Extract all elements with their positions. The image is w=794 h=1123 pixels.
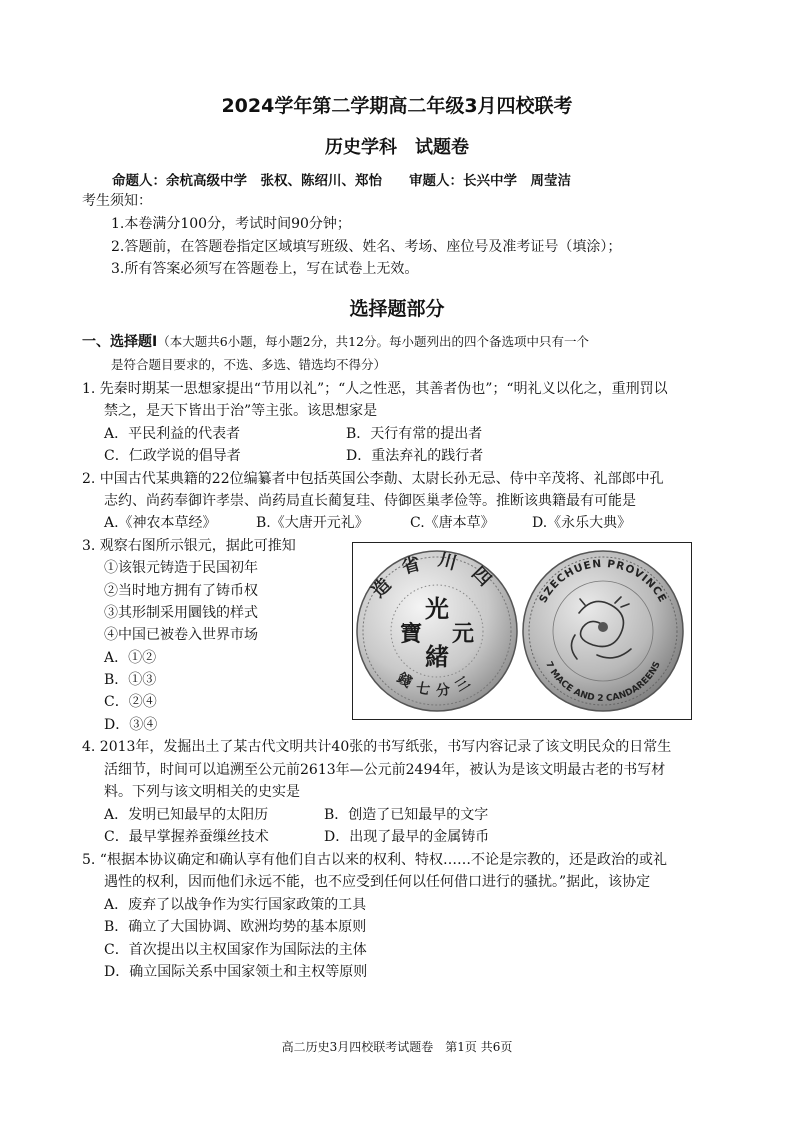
coin-char-xu: 緒 (425, 642, 449, 671)
notice-item: 1.本卷满分100分，考试时间90分钟； (111, 216, 351, 232)
coin-back-bottom-text: 7 MACE AND 2 CANDAREENS (543, 660, 663, 705)
q4-option-d: D．出现了最早的金属铸币 (324, 829, 490, 845)
q3-stem: 3. 观察右图所示银元，据此可推知 (82, 538, 296, 554)
q3-option-d: D．③④ (104, 717, 158, 733)
coin-rim-char: 造 (367, 562, 407, 602)
q5-stem: 5. “根据本协议确定和确认享有他们自古以来的权利、特权……不论是宗教的，还是政治的或礼 (82, 852, 667, 868)
notice-item: 2.答题前，在答题卷指定区域填写班级、姓名、考场、座位号及准考证号（填涂）； (111, 239, 622, 255)
coin-char-yuan: 元 (451, 621, 475, 647)
q1-stem: 禁之，是天下皆出于治”等主张。该思想家是 (104, 403, 378, 419)
coin-char-guang: 光 (425, 594, 449, 623)
notice-item: 3.所有答案必须写在答题卷上，写在试卷上无效。 (111, 261, 419, 277)
q1-option-d: D．重法弃礼的践行者 (346, 448, 484, 464)
q2-stem: 2. 中国古代某典籍的22位编纂者中包括英国公李勣、太尉长孙无忌、侍中辛茂将、礼部郎中孔 (82, 471, 664, 487)
q3-option-a: A．①② (104, 650, 157, 666)
q5-option-b: B．确立了大国协调、欧洲均势的基本原则 (104, 919, 367, 935)
authors-line: 命题人：余杭高级中学 张权、陈绍川、郑怡 审题人：长兴中学 周莹洁 (112, 173, 571, 189)
page-title: 2024学年第二学期高二年级3月四校联考 (221, 95, 573, 117)
page-footer: 高二历史3月四校联考试题卷 第1页 共6页 (281, 1040, 513, 1054)
q3-option-c: C．②④ (104, 694, 157, 710)
coin-back-top-text: SZECHUEN PROVINCE (537, 557, 669, 606)
q3-statement: ②当时地方拥有了铸币权 (104, 583, 258, 599)
q1-option-c: C．仁政学说的倡导者 (104, 448, 241, 464)
coin-bottom-text: 錢七分三 (394, 670, 480, 700)
q1-stem: 1. 先秦时期某一思想家提出“节用以礼”；“人之性恶，其善者伪也”；“明礼义以化之，重刑罚以 (82, 381, 668, 397)
q2-option-c: C.《唐本草》 (410, 515, 495, 531)
section-title: 选择题部分 (349, 298, 445, 320)
q4-option-c: C．最早掌握养蚕缫丝技术 (104, 829, 269, 845)
q3-option-b: B．①③ (104, 672, 157, 688)
coin-illustration (353, 543, 691, 719)
q3-statement: ①该银元铸造于民国初年 (104, 560, 258, 576)
q3-statement: ③其形制采用圜钱的样式 (104, 605, 258, 621)
part1-heading: 一、选择题Ⅰ (82, 334, 158, 350)
q4-option-a: A．发明已知最早的太阳历 (104, 807, 269, 823)
q1-option-a: A．平民利益的代表者 (104, 426, 241, 442)
notice-heading: 考生须知： (82, 193, 152, 209)
coin-back (523, 551, 683, 711)
q4-stem: 料。下列与该文明相关的史实是 (104, 784, 300, 800)
q2-option-a: A.《神农本草经》 (104, 515, 217, 531)
coin-rim-char: 省 (399, 549, 438, 579)
q4-stem: 4. 2013年，发掘出土了某古代文明共计40张的书写纸张，书写内容记录了该文明民众的日常生 (82, 739, 672, 755)
page-subtitle: 历史学科 试题卷 (325, 137, 469, 158)
q4-stem: 活细节，时间可以追溯至公元前2613年—公元前2494年，被认为是该文明最古老的书写材 (104, 762, 666, 778)
q2-stem: 志约、尚药奉御许孝崇、尚药局直长蔺复珪、侍御医巢孝俭等。推断该典籍最有可能是 (104, 493, 636, 509)
q3-statement: ④中国已被卷入世界市场 (104, 627, 258, 643)
q2-option-b: B.《大唐开元礼》 (256, 515, 369, 531)
part1-desc: （本大题共6小题，每小题2分，共12分。每小题列出的四个备选项中只有一个 (157, 334, 590, 349)
q5-option-c: C．首次提出以主权国家作为国际法的主体 (104, 942, 367, 958)
coin-front (357, 548, 517, 711)
part1-desc: 是符合题目要求的，不选、多选、错选均不得分） (111, 357, 387, 372)
q5-option-a: A．废弃了以战争作为实行国家政策的工具 (104, 897, 367, 913)
silver-coin-figure (352, 542, 692, 720)
coin-rim-char: 川 (436, 549, 475, 579)
coin-char-bao: 寶 (399, 621, 423, 647)
q1-option-b: B．天行有常的提出者 (346, 426, 483, 442)
coin-rim-char: 四 (467, 562, 507, 602)
q4-option-b: B．创造了已知最早的文字 (324, 807, 489, 823)
q5-stem: 遇性的权利，因而他们永远不能，也不应受到任何以任何借口进行的骚扰。”据此，该协定 (104, 874, 651, 890)
q5-option-d: D．确立国际关系中国家领土和主权等原则 (104, 964, 368, 980)
q2-option-d: D.《永乐大典》 (532, 515, 632, 531)
part1-heading-line (82, 333, 589, 351)
